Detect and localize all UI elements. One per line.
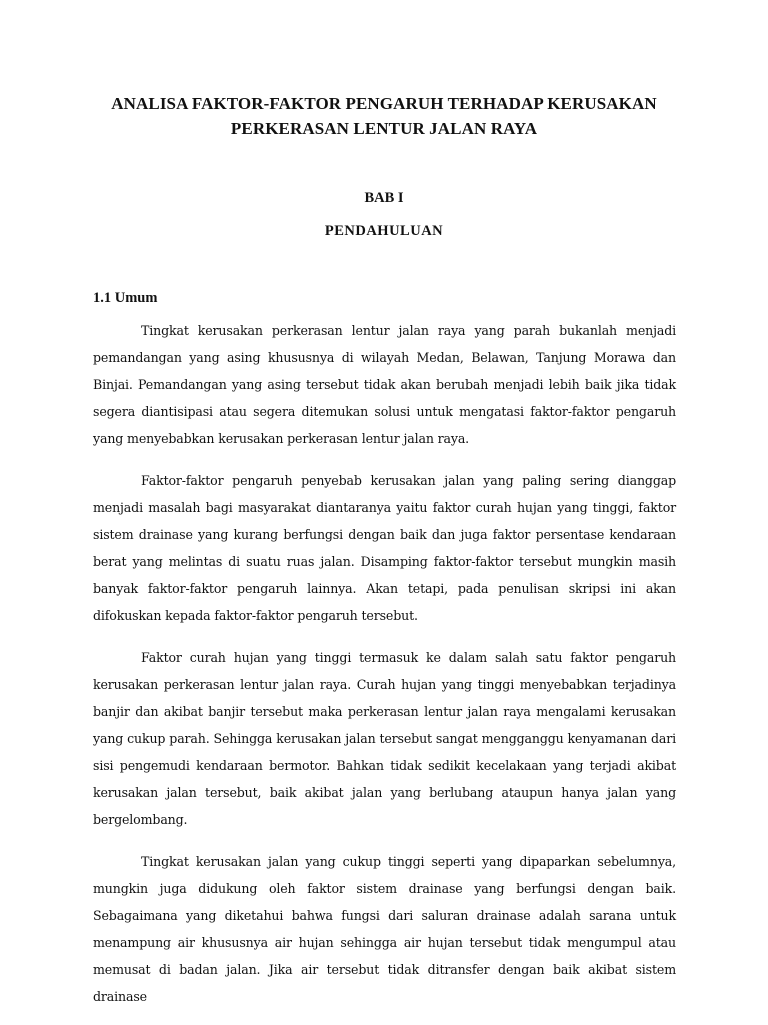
- paragraph-2: Faktor-faktor pengaruh penyebab kerusakan jalan yang paling sering dianggap menjadi masalah bagi masyarakat diantaranya yaitu faktor curah hujan yang tinggi, faktor sistem drainase yang kurang berfungsi dengan baik dan juga faktor persentase kendaraan berat yang melintas di suatu ruas jalan. Disamping faktor-faktor tersebut mungkin masih banyak faktor-faktor pengaruh lainnya. Akan tetapi, pada penulisan skripsi ini akan difokuskan kepada faktor-faktor pengaruh tersebut.: [93, 473, 676, 623]
- body-text: [93, 317, 676, 1025]
- document-title-line-1: ANALISA FAKTOR-FAKTOR PENGARUH TERHADAP KERUSAKAN: [111, 94, 657, 113]
- paragraph-4: Tingkat kerusakan jalan yang cukup tinggi seperti yang dipaparkan sebelumnya, mungkin juga didukung oleh faktor sistem drainase yang berfungsi dengan baik. Sebagaimana yang diketahui bahwa fungsi dari saluran drainase adalah sarana untuk menampung air khususnya air hujan sehingga air hujan tersebut tidak mengumpul atau memusat di badan jalan. Jika air tersebut tidak ditransfer dengan baik akibat sistem drainase: [93, 854, 676, 1004]
- chapter-title: PENDAHULUAN: [324, 223, 444, 239]
- paragraph-3: Faktor curah hujan yang tinggi termasuk ke dalam salah satu faktor pengaruh kerusakan perkerasan lentur jalan raya. Curah hujan yang tinggi menyebabkan terjadinya banjir dan akibat banjir tersebut maka perkerasan lentur jalan raya mengalami kerusakan yang cukup parah. Sehingga kerusakan jalan tersebut sangat mengganggu kenyamanan dari sisi pengemudi kendaraan bermotor. Bahkan tidak sedikit kecelakaan yang terjadi akibat kerusakan jalan tersebut, baik akibat jalan yang berlubang ataupun hanya jalan yang bergelombang.: [93, 650, 676, 827]
- document-title: [60, 91, 708, 141]
- paragraph-1: Tingkat kerusakan perkerasan lentur jalan raya yang parah bukanlah menjadi pemandangan yang asing khususnya di wilayah Medan, Belawan, Tanjung Morawa dan Binjai. Pemandangan yang asing tersebut tidak akan berubah menjadi lebih baik jika tidak segera diantisipasi atau segera ditemukan solusi untuk mengatasi faktor-faktor pengaruh yang menyebabkan kerusakan perkerasan lentur jalan raya.: [93, 323, 676, 446]
- chapter-number: BAB I: [364, 190, 404, 206]
- document-title-line-2: PERKERASAN LENTUR JALAN RAYA: [230, 119, 538, 138]
- section-heading: 1.1 Umum: [93, 290, 158, 306]
